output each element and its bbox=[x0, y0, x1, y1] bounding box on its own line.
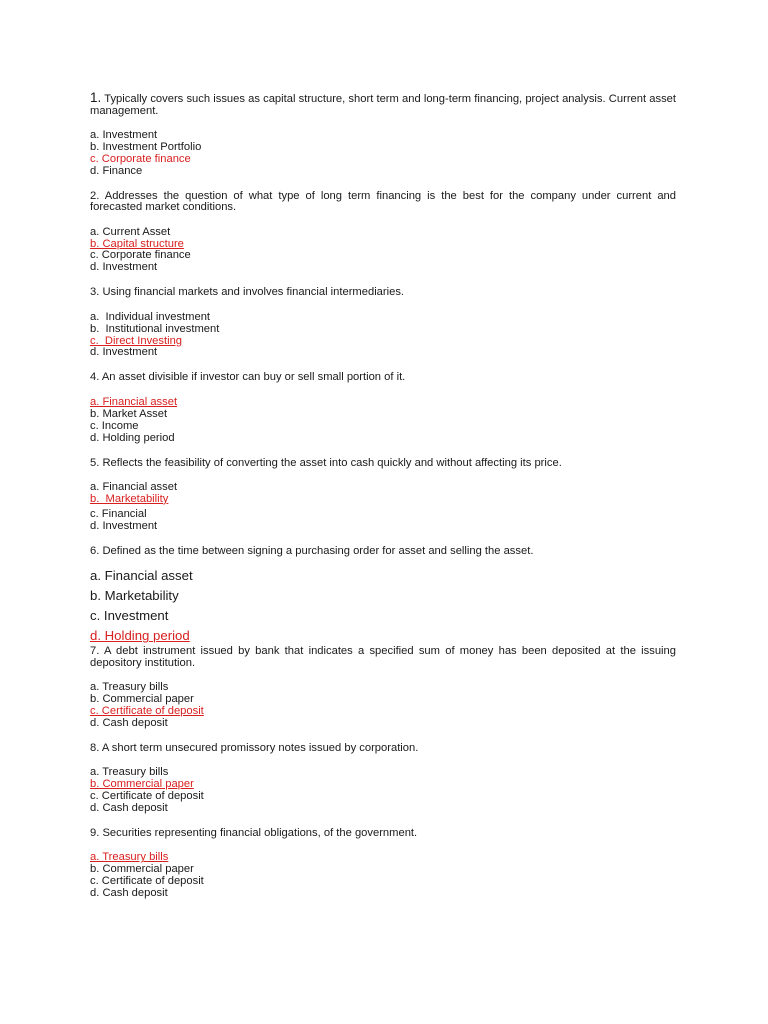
question-number: 6. bbox=[90, 544, 100, 557]
question-text: Reflects the feasibility of converting the asset into cash quickly and without affecting its price. bbox=[102, 456, 562, 469]
question-3 bbox=[90, 287, 676, 299]
option-c: c. Certificate of deposit bbox=[90, 790, 204, 803]
option-c-answer: c. Direct Investing bbox=[90, 334, 183, 347]
question-7 bbox=[90, 646, 676, 669]
options-6 bbox=[90, 566, 676, 646]
question-text: A debt instrument issued by bank that indicates a specified sum of money has been deposited at the issuing depository institution. bbox=[90, 645, 676, 669]
question-text: Using financial markets and involves financial intermediaries. bbox=[102, 286, 405, 299]
option-b: b. Market Asset bbox=[90, 407, 168, 420]
option-c: c. Certificate of deposit bbox=[90, 875, 204, 888]
option-c-answer: c. Corporate finance bbox=[90, 152, 191, 165]
question-text: A short term unsecured promissory notes issued by corporation. bbox=[101, 741, 419, 754]
option-a-answer: a. Financial asset bbox=[90, 395, 178, 408]
option-b-answer: b. Commercial paper bbox=[90, 778, 194, 791]
question-6 bbox=[90, 546, 676, 558]
option-d: d. Investment bbox=[90, 261, 158, 274]
option-d: d. Cash deposit bbox=[90, 801, 168, 814]
options-7 bbox=[90, 682, 676, 730]
option-a-answer: a. Treasury bills bbox=[90, 851, 169, 864]
question-text: Defined as the time between signing a purchasing order for asset and selling the asset. bbox=[102, 544, 534, 557]
options-1 bbox=[90, 130, 676, 178]
option-b: b. Marketability bbox=[90, 588, 179, 604]
option-a: a. Individual investment bbox=[90, 310, 211, 323]
option-a: a. Financial asset bbox=[90, 568, 193, 584]
option-c: c. Corporate finance bbox=[90, 249, 191, 262]
options-9 bbox=[90, 852, 676, 900]
option-b: b. Commercial paper bbox=[90, 693, 194, 706]
options-4 bbox=[90, 397, 676, 445]
option-a: a. Financial asset bbox=[90, 481, 178, 493]
question-9 bbox=[90, 828, 676, 840]
option-b: b. Investment Portfolio bbox=[90, 140, 202, 153]
option-b-answer: b. Capital structure bbox=[90, 237, 184, 250]
option-c-answer: c. Certificate of deposit bbox=[90, 704, 204, 717]
question-number: 7. bbox=[90, 645, 100, 658]
quiz-content bbox=[90, 92, 676, 900]
option-d: d. Cash deposit bbox=[90, 716, 168, 729]
question-text: An asset divisible if investor can buy or sell small portion of it. bbox=[101, 371, 406, 384]
option-d: d. Finance bbox=[90, 164, 143, 177]
option-b: b. Institutional investment bbox=[90, 322, 220, 335]
option-a: a. Treasury bills bbox=[90, 681, 169, 694]
options-3 bbox=[90, 312, 676, 360]
option-a: a. Treasury bills bbox=[90, 766, 169, 779]
question-number: 5. bbox=[90, 456, 100, 469]
question-number: 3. bbox=[90, 286, 100, 299]
option-d: d. Cash deposit bbox=[90, 887, 168, 900]
question-text: Securities representing financial obligations, of the government. bbox=[102, 826, 418, 839]
options-5 bbox=[90, 482, 676, 533]
option-a: a. Investment bbox=[90, 129, 158, 141]
question-1 bbox=[90, 92, 676, 117]
question-number: 4. bbox=[90, 371, 100, 384]
option-d: d. Holding period bbox=[90, 431, 175, 444]
question-number: 8. bbox=[90, 741, 100, 754]
option-c: c. Financial bbox=[90, 507, 147, 520]
option-a: a. Current Asset bbox=[90, 225, 171, 238]
question-text: Addresses the question of what type of long term financing is the best for the company under current and forecasted market conditions. bbox=[90, 189, 677, 214]
question-text: Typically covers such issues as capital structure, short term and long-term financing, project analysis. Current asset management. bbox=[90, 93, 677, 117]
question-number: 2. bbox=[90, 189, 100, 202]
question-8 bbox=[90, 743, 676, 755]
question-2 bbox=[90, 191, 676, 214]
option-c: c. Income bbox=[90, 419, 139, 432]
question-5 bbox=[90, 458, 676, 470]
question-number: 9. bbox=[90, 826, 100, 839]
option-d: d. Investment bbox=[90, 519, 158, 532]
option-d-answer: d. Holding period bbox=[90, 628, 190, 644]
question-4 bbox=[90, 372, 676, 384]
option-d: d. Investment bbox=[90, 346, 158, 359]
question-number: 1. bbox=[90, 90, 102, 105]
option-b-answer: b. Marketability bbox=[90, 492, 169, 505]
options-2 bbox=[90, 227, 676, 275]
options-8 bbox=[90, 767, 676, 815]
option-b: b. Commercial paper bbox=[90, 863, 194, 876]
option-c: c. Investment bbox=[90, 608, 169, 624]
